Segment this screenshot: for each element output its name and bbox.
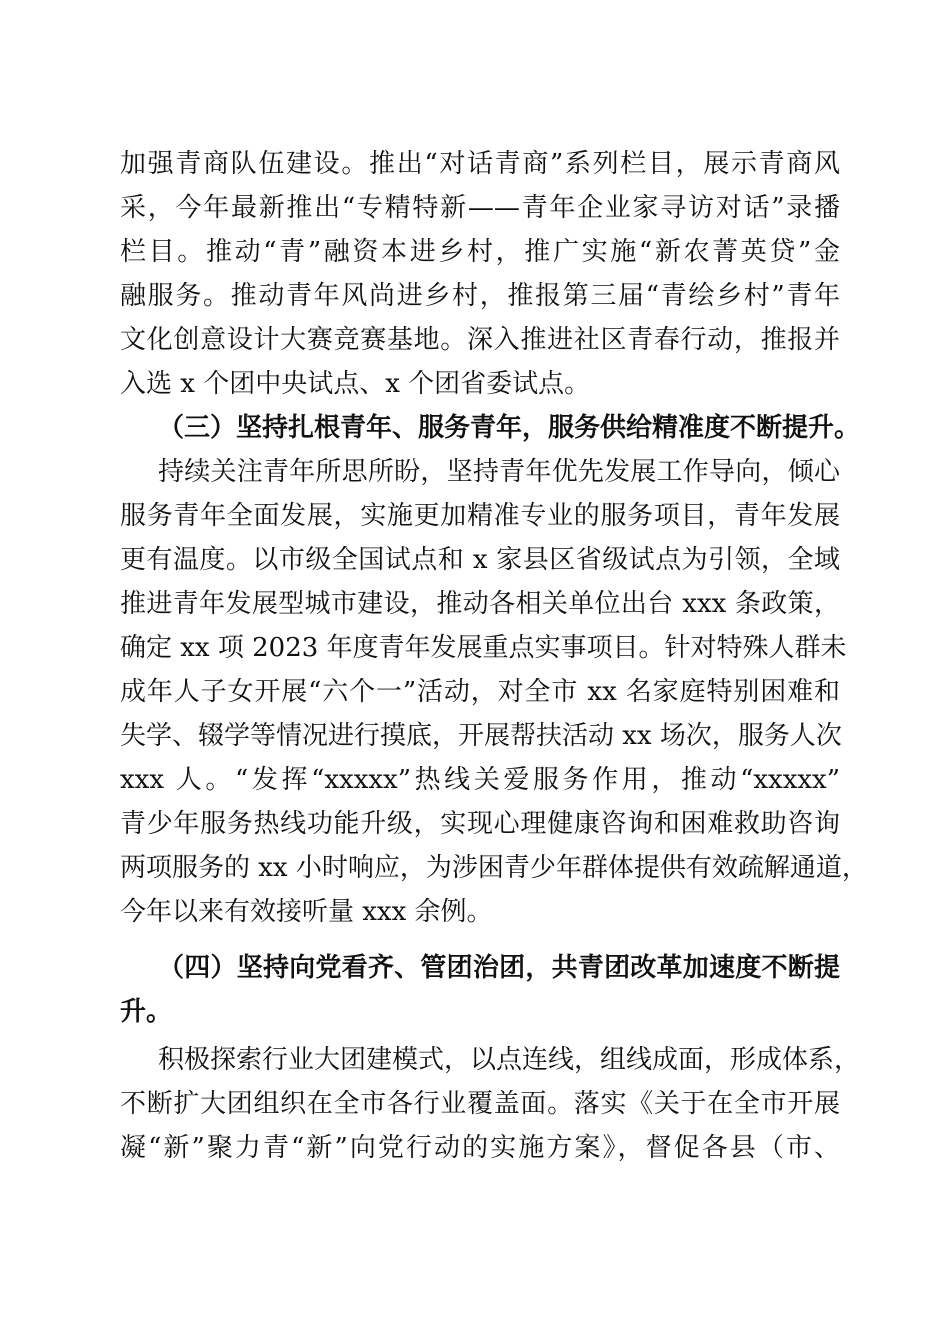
body-text-line: 持续关注青年所思所盼，坚持青年优先发展工作导向，倾心: [158, 457, 840, 487]
body-text-line: 融服务。推动青年风尚进乡村，推报第三届“青绘乡村”青年: [120, 281, 840, 311]
body-text-line: 凝“新”聚力青“新”向党行动的实施方案》，督促各县（市、: [120, 1133, 840, 1163]
body-text-line: 文化创意设计大赛竞赛基地。深入推进社区青春行动，推报并: [120, 325, 840, 355]
body-text-line: xxx 人。“发挥“xxxxx”热线关爱服务作用，推动“xxxxx”: [120, 765, 840, 795]
body-text-line: 不断扩大团组织在全市各行业覆盖面。落实《关于在全市开展: [120, 1089, 840, 1119]
body-text-line: 服务青年全面发展，实施更加精准专业的服务项目，青年发展: [120, 501, 840, 531]
body-text-line: 栏目。推动“青”融资本进乡村，推广实施“新农菁英贷”金: [120, 237, 840, 267]
body-text-line: 失学、辍学等情况进行摸底，开展帮扶活动 xx 场次，服务人次: [120, 721, 842, 751]
body-text-line: 入选 x 个团中央试点、x 个团省委试点。: [120, 369, 591, 399]
section-heading-4: （四）坚持向党看齐、管团治团，共青团改革加速度不断提: [158, 953, 840, 983]
body-text-line: 成年人子女开展“六个一”活动，对全市 xx 名家庭特别困难和: [120, 677, 840, 707]
body-text-line: 加强青商队伍建设。推出“对话青商”系列栏目，展示青商风: [120, 149, 840, 179]
body-text-line: 积极探索行业大团建模式，以点连线，组线成面，形成体系，: [158, 1045, 861, 1075]
body-text-line: 两项服务的 xx 小时响应，为涉困青少年群体提供有效疏解通道，: [120, 853, 868, 883]
section-heading-4-continued: 升。: [120, 997, 173, 1027]
section-heading-3: （三）坚持扎根青年、服务青年，服务供给精准度不断提升。: [158, 413, 861, 443]
body-text-line: 采，今年最新推出“专精特新——青年企业家寻访对话”录播: [120, 193, 840, 223]
body-text-line: 青少年服务热线功能升级，实现心理健康咨询和困难救助咨询: [120, 809, 840, 839]
body-text-line: 今年以来有效接听量 xxx 余例。: [120, 897, 493, 927]
body-text-line: 确定 xx 项 2023 年度青年发展重点实事项目。针对特殊人群未: [120, 633, 847, 663]
body-text-line: 推进青年发展型城市建设，推动各相关单位出台 xxx 条政策，: [120, 589, 840, 619]
body-text-line: 更有温度。以市级全国试点和 x 家县区省级试点为引领，全域: [120, 545, 840, 575]
